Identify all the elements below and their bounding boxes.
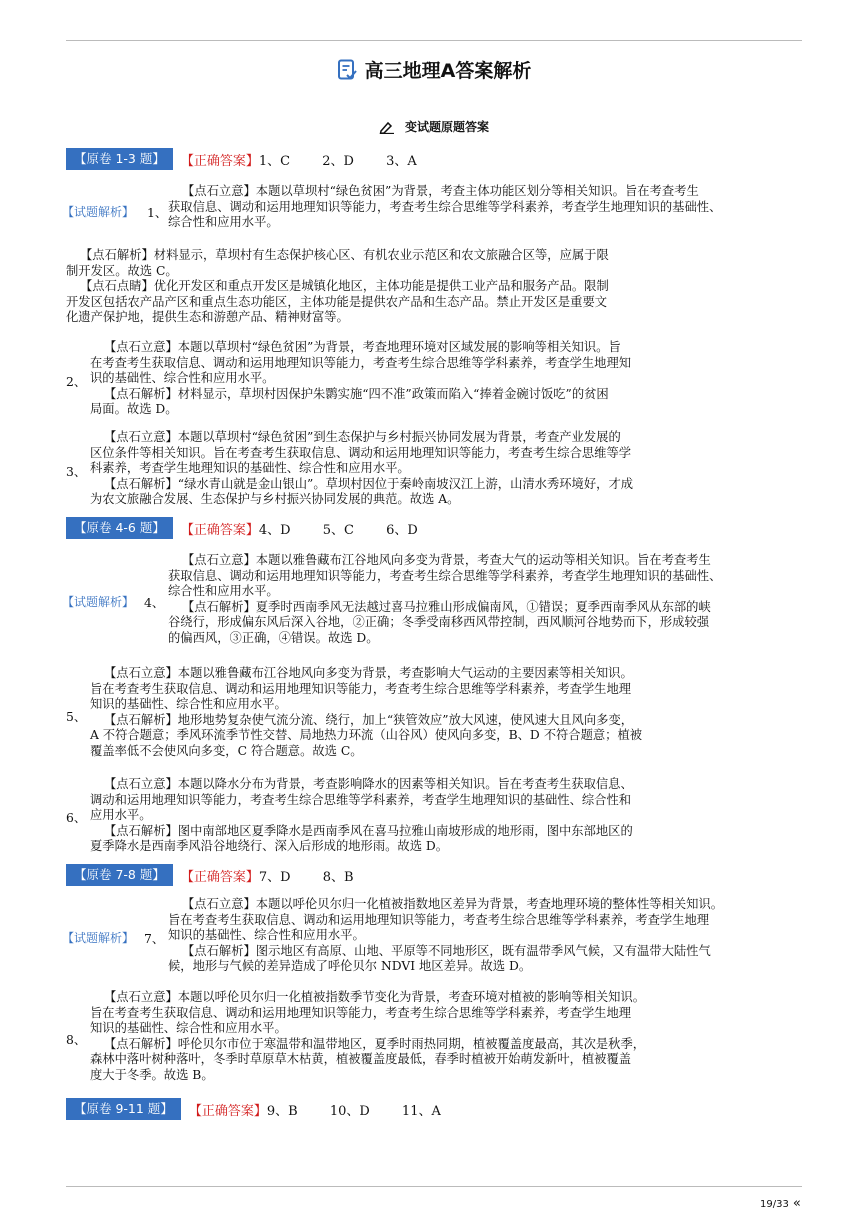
analysis-label: 【试题解析】 (62, 931, 135, 945)
answer-item: 9、B (266, 1103, 298, 1119)
question-range-tag: 【原卷 4-6 题】 (66, 517, 173, 539)
answer-list (259, 519, 446, 538)
text-line: 【点石解析】材料显示，草坝村因保护朱鹮实施“四不准”政策而陷入“捧着金碗讨饭吃”的贫困 (104, 386, 609, 401)
answer-list (259, 150, 445, 169)
answer-item: 10、D (329, 1103, 370, 1119)
text-line: 【点石解析】地形地势复杂使气流分流、绕行，加上“狭管效应”放大风速，使风速大且风向多变， (104, 712, 634, 727)
question-number: 5、 (66, 709, 87, 724)
analysis-label: 【试题解析】 (62, 205, 135, 219)
text-line: 局面。故选 D。 (90, 402, 178, 416)
question-number: 7、 (144, 931, 165, 946)
text-line: 在考查考生获取信息、调动和运用地理知识等能力，考查考生综合思维等学科素养，考查学生地理知 (90, 355, 632, 370)
text-line: 制开发区。故选 C。 (66, 263, 178, 278)
text-line: 调动和运用地理知识等能力，考查考生综合思维等学科素养，考查学生地理知识的基础性、综合性和 (90, 792, 632, 807)
q1-stem-text (168, 184, 721, 231)
q8-text (90, 990, 645, 1083)
document-check-icon (337, 59, 357, 81)
text-line: 知识的基础性、综合性和应用水平。 (90, 1021, 287, 1035)
previous-page-icon[interactable]: « (792, 1196, 801, 1211)
question-number: 1、 (147, 205, 168, 220)
question-number: 6、 (66, 810, 87, 825)
text-line: 综合性和应用水平。 (168, 584, 279, 598)
text-line: 科素养，考查学生地理知识的基础性、综合性和应用水平。 (90, 461, 410, 475)
text-line: 【点石解析】呼伦贝尔市位于寒温带和温带地区，夏季时雨热同期，植被覆盖度最高，其次是秋季， (104, 1036, 646, 1051)
question-number: 4、 (144, 595, 165, 610)
text-line: 【点石立意】本题以降水分布为背景，考查影响降水的因素等相关知识。旨在考查考生获取信息、 (104, 777, 633, 791)
text-line: 【点石立意】本题以草坝村“绿色贫困”到生态保护与乡村振兴协同发展为背景，考查产业发展的 (104, 430, 621, 444)
answer-label: 【正确答案】 (180, 869, 259, 885)
page-number: 19/33 (760, 1199, 789, 1210)
answer-item: 11、A (401, 1103, 441, 1119)
section-subtitle-text: 变试题原题答案 (404, 120, 489, 134)
text-line: 的偏西风，③正确，④错误。故选 D。 (168, 630, 379, 645)
answer-row-4-6 (66, 517, 446, 539)
top-rule (66, 40, 802, 41)
text-line: 候，地形与气候的差异造成了呼伦贝尔 NDVI 地区差异。故选 D。 (168, 959, 532, 973)
q7-text (168, 897, 723, 975)
text-line: 【点石立意】本题以呼伦贝尔归一化植被指数地区差异为背景，考查地理环境的整体性等相关知识。 (182, 897, 724, 911)
text-line: 综合性和应用水平。 (168, 215, 279, 229)
text-line: 【点石点睛】优化开发区和重点开发区是城镇化地区，主体功能是提供工业产品和服务产品。限制 (80, 279, 609, 293)
question-number: 8、 (66, 1032, 87, 1047)
text-line: 【点石解析】“绿水青山就是金山银山”。草坝村因位于秦岭南坡汉江上游，山清水秀环境好，才成 (104, 476, 634, 491)
q6-text (90, 777, 633, 855)
question-number: 2、 (66, 374, 87, 389)
page-title (0, 56, 868, 83)
text-line: 化遗产保护地，提供生态和游憩产品、精神财富等。 (66, 310, 349, 324)
answer-item: 7、D (258, 869, 291, 885)
bottom-rule (66, 1186, 802, 1187)
question-range-tag: 【原卷 9-11 题】 (66, 1098, 181, 1120)
section-subtitle (0, 118, 868, 135)
text-line: 度大于冬季。故选 B。 (90, 1067, 214, 1082)
text-line: 【点石立意】本题以雅鲁藏布江谷地风向多变为背景，考查大气的运动等相关知识。旨在考查考生 (182, 553, 711, 567)
answer-item: 1、C (258, 153, 291, 169)
text-line: 知识的基础性、综合性和应用水平。 (90, 697, 287, 711)
q2-text (90, 340, 631, 418)
answer-item: 6、D (386, 522, 418, 538)
text-line: 开发区包括农产品产区和重点生态功能区，主体功能是提供农产品和生态产品。禁止开发区是重要文 (66, 294, 608, 309)
text-line: 夏季降水是西南季风沿谷地绕行、深入后形成的地形雨。故选 D。 (90, 839, 449, 853)
text-line: 【点石解析】夏季时西南季风无法越过喜马拉雅山形成偏南风，①错误；夏季西南季风从东部的峡 (182, 599, 711, 614)
text-line: 旨在考查考生获取信息、调动和运用地理知识等能力，考查考生综合思维等学科素养，考查学生地理 (90, 1005, 632, 1020)
analysis-label: 【试题解析】 (62, 595, 135, 609)
text-line: A 不符合题意；季风环流季节性交替、局地热力环流（山谷风）使风向多变，B、D 不符合题意；植被 (90, 728, 643, 742)
answer-item: 8、B (322, 869, 354, 885)
answer-item: 5、C (322, 522, 354, 538)
answer-item: 3、A (386, 153, 417, 169)
text-line: 覆盖率低不会使风向多变，C 符合题意。故选 C。 (90, 743, 363, 758)
answer-list (259, 866, 382, 885)
text-line: 森林中落叶树种落叶，冬季时草原草木枯黄，植被覆盖度最低，春季时植被开始萌发新叶，植被覆盖 (90, 1052, 632, 1066)
text-line: 获取信息、调动和运用地理知识等能力，考查考生综合思维等学科素养，考查学生地理知识的基础性、 (168, 199, 722, 214)
text-line: 旨在考查考生获取信息、调动和运用地理知识等能力，考查考生综合思维等学科素养，考查学生地理 (90, 681, 632, 696)
text-line: 应用水平。 (90, 808, 152, 822)
answer-list (267, 1100, 469, 1119)
answer-label: 【正确答案】 (188, 1103, 267, 1119)
text-line: 【点石立意】本题以呼伦贝尔归一化植被指数季节变化为背景，考查环境对植被的影响等相关知识。 (104, 990, 646, 1004)
page-title-text: 高三地理A答案解析 (364, 60, 532, 82)
text-line: 获取信息、调动和运用地理知识等能力，考查考生综合思维等学科素养，考查学生地理知识的基础性、 (168, 568, 722, 583)
answer-row-1-3 (66, 148, 445, 170)
answer-row-9-11 (66, 1098, 469, 1120)
text-line: 【点石立意】本题以雅鲁藏布江谷地风向多变为背景，考查影响大气运动的主要因素等相关知识。 (104, 666, 633, 680)
question-range-tag: 【原卷 1-3 题】 (66, 148, 173, 170)
question-number: 3、 (66, 464, 87, 479)
page-footer (760, 1196, 801, 1211)
answer-item: 4、D (258, 522, 291, 538)
text-line: 为农文旅融合发展、生态保护与乡村振兴协同发展的典范。故选 A。 (90, 492, 460, 506)
text-line: 【点石解析】图示地区有高原、山地、平原等不同地形区，既有温带季风气候，又有温带大陆性气 (182, 943, 711, 958)
q3-text (90, 430, 633, 508)
question-range-tag: 【原卷 7-8 题】 (66, 864, 173, 886)
q1-explanation (66, 248, 609, 326)
answer-row-7-8 (66, 864, 382, 886)
text-line: 【点石解析】材料显示，草坝村有生态保护核心区、有机农业示范区和农文旅融合区等，应属于限 (80, 248, 609, 262)
text-line: 【点石解析】图中南部地区夏季降水是西南季风在喜马拉雅山南坡形成的地形雨，图中东部地区的 (104, 823, 633, 838)
text-line: 识的基础性、综合性和应用水平。 (90, 371, 275, 385)
text-line: 【点石立意】本题以草坝村“绿色贫困”为背景，考查地理环境对区域发展的影响等相关知识。旨 (104, 340, 621, 354)
text-line: 旨在考查考生获取信息、调动和运用地理知识等能力，考查考生综合思维等学科素养，考查学生地理 (168, 912, 710, 927)
answer-label: 【正确答案】 (180, 153, 259, 169)
q4-text (168, 553, 721, 646)
q5-text (90, 666, 642, 759)
pen-edit-icon (379, 120, 395, 134)
text-line: 谷绕行，形成偏东风后深入谷地，②正确；冬季受南移西风带控制，西风顺河谷地势而下，形成较强 (168, 615, 710, 629)
answer-label: 【正确答案】 (180, 522, 259, 538)
text-line: 区位条件等相关知识。旨在考查考生获取信息、调动和运用地理知识等能力，考查考生综合思维等学 (90, 445, 632, 460)
answer-item: 2、D (322, 153, 354, 169)
text-line: 【点石立意】本题以草坝村“绿色贫困”为背景，考查主体功能区划分等相关知识。旨在考查考生 (182, 184, 699, 198)
text-line: 知识的基础性、综合性和应用水平。 (168, 928, 365, 942)
